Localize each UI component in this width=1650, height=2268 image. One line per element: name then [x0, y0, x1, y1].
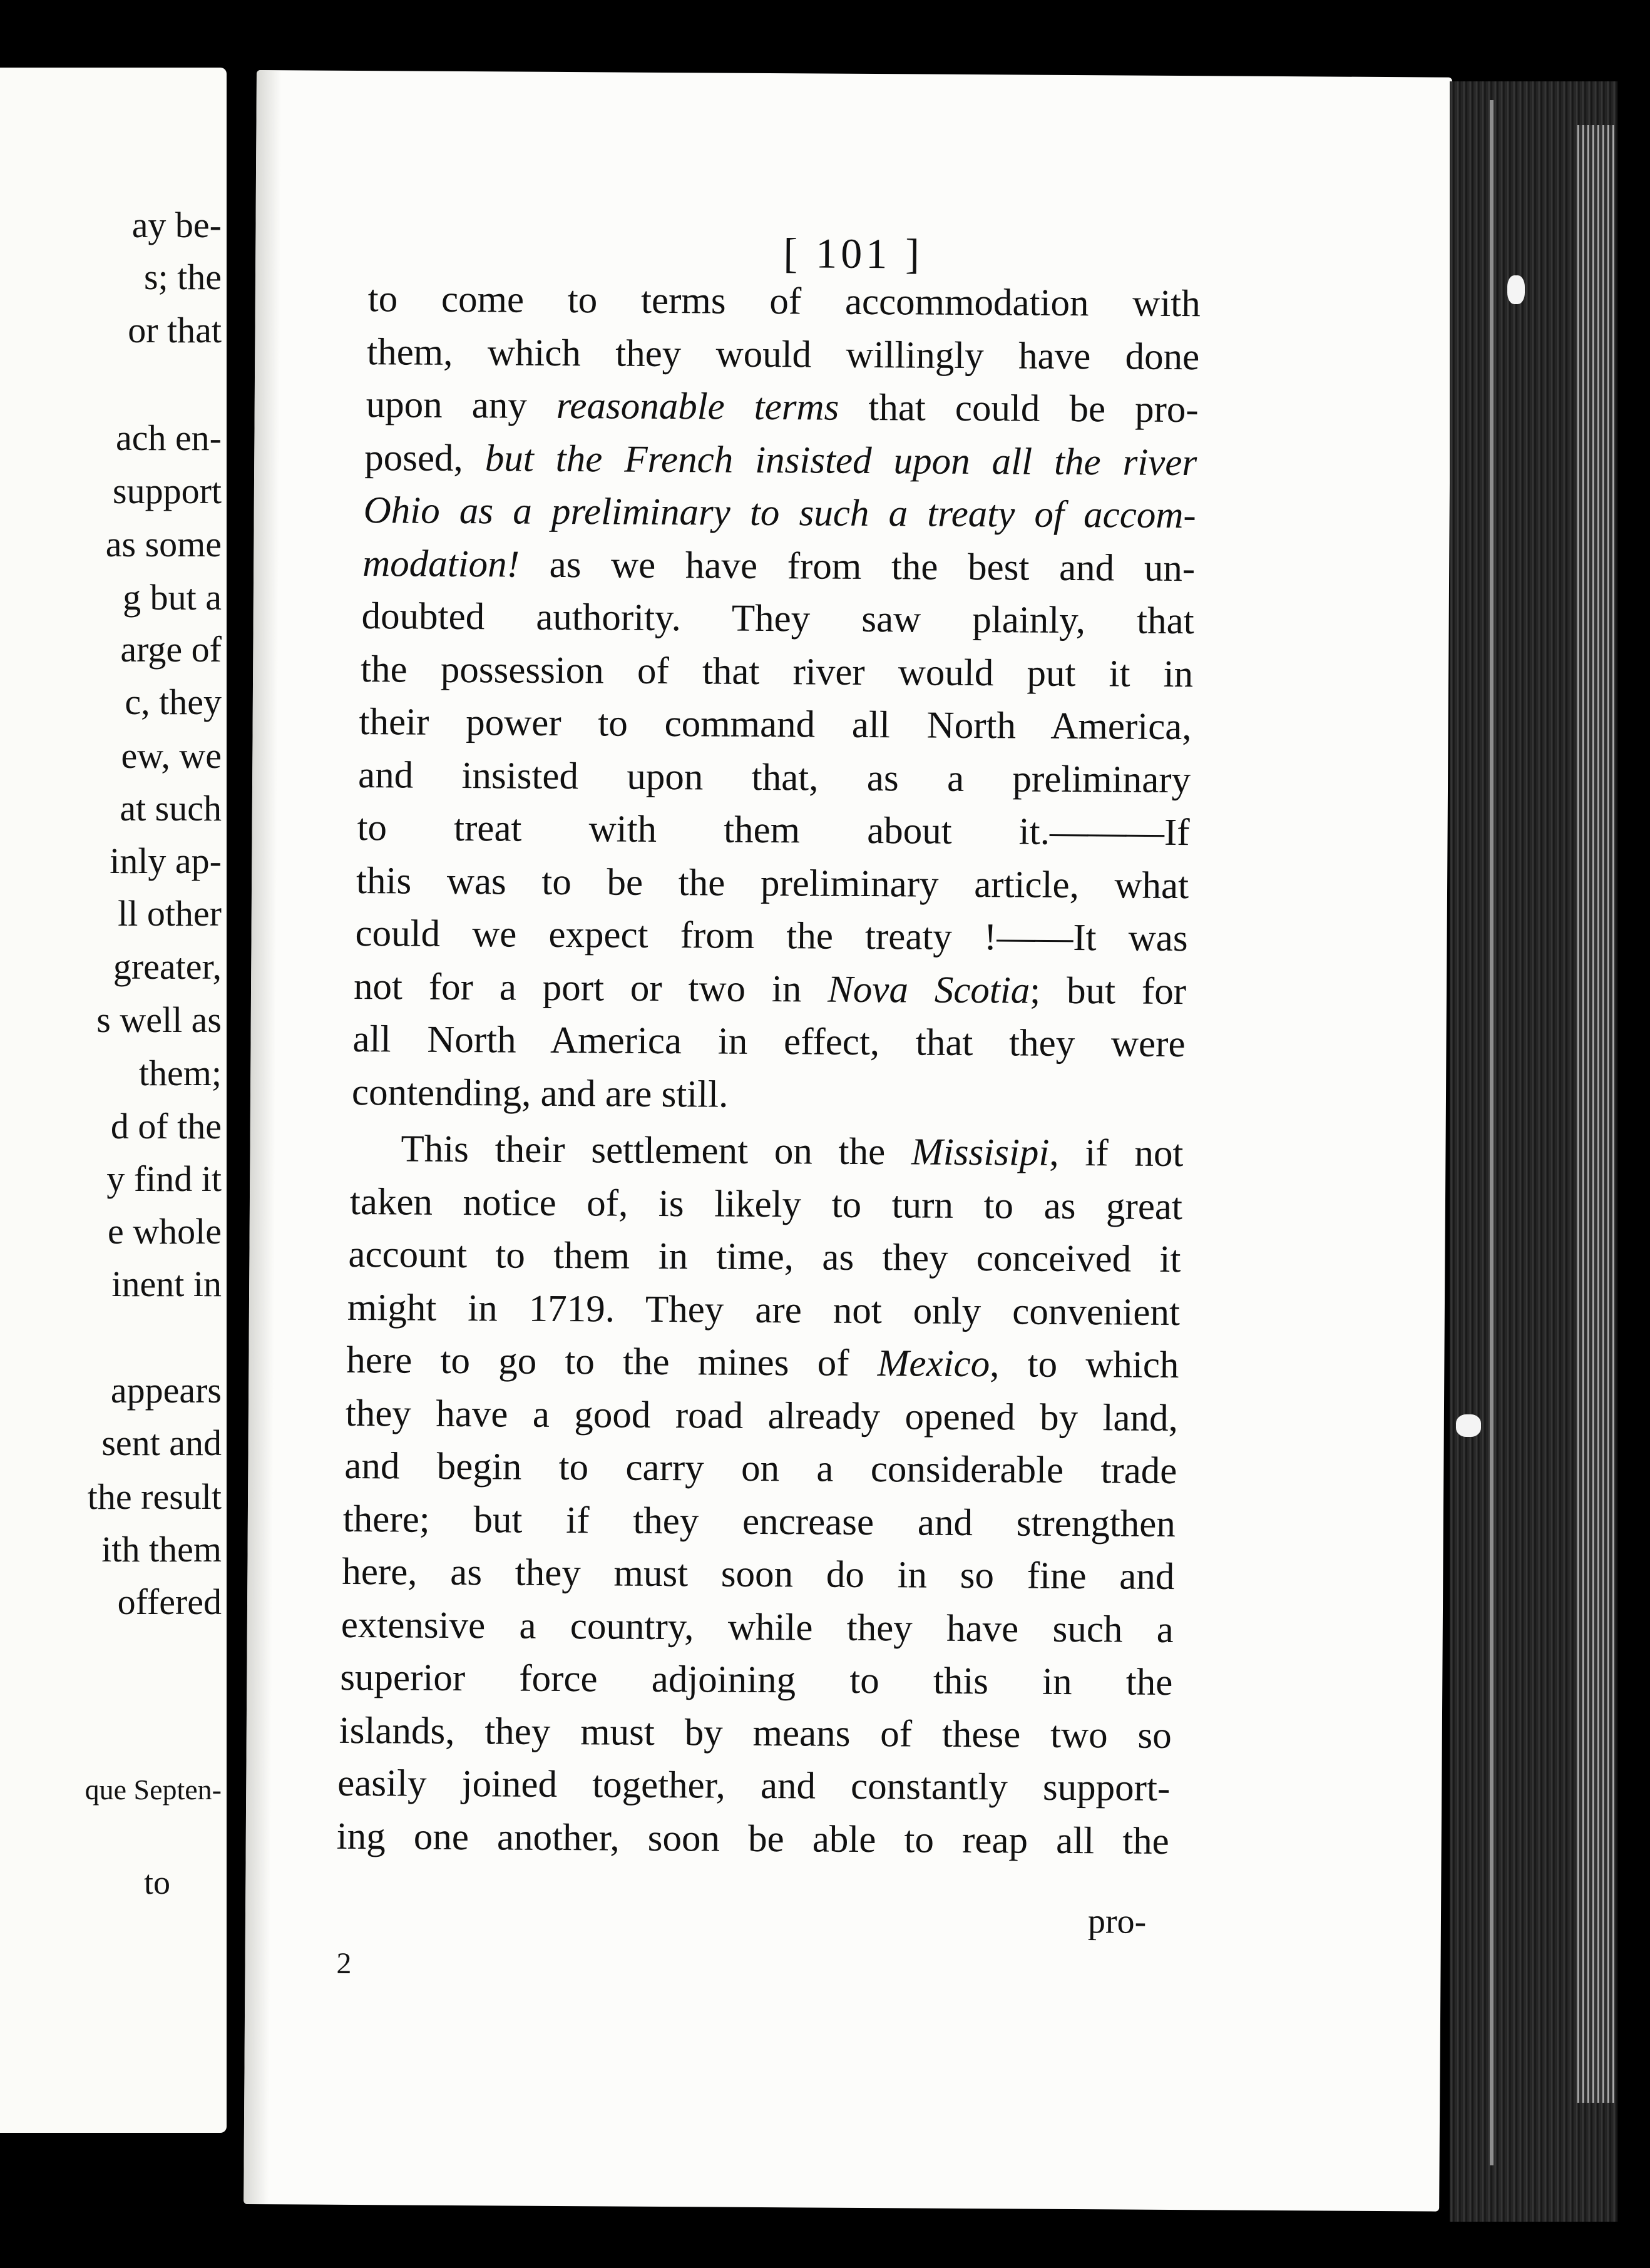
- text-line: [354, 965, 1186, 1014]
- italic-run: Nova Scotia: [828, 968, 1030, 1012]
- italic-run: Missisipi: [911, 1131, 1050, 1174]
- text-line: [340, 1656, 1172, 1705]
- text-line: [359, 700, 1191, 749]
- text-line: [366, 383, 1199, 432]
- catchword: pro-: [1087, 1902, 1147, 1941]
- text-run: they have a good road already opened by land,: [345, 1392, 1179, 1440]
- left-page-line: support: [113, 471, 222, 511]
- text-line: [362, 542, 1195, 591]
- text-line: [344, 1444, 1177, 1493]
- paper-speck: [1507, 275, 1525, 304]
- text-line: [368, 277, 1201, 326]
- text-line: [343, 1498, 1176, 1546]
- signature-mark: 2: [336, 1946, 352, 1980]
- text-run: This their settlement on the: [401, 1128, 912, 1173]
- left-facing-page: [0, 68, 227, 2133]
- left-page-line: s well as: [96, 999, 222, 1040]
- paper-speck: [1456, 1414, 1481, 1437]
- text-run: all North America in effect, that they were: [352, 1018, 1186, 1066]
- left-page-line: y find it: [106, 1158, 222, 1199]
- text-run: ; but for: [1030, 969, 1187, 1013]
- left-page-line: c, they: [125, 682, 222, 722]
- text-line: [339, 1709, 1172, 1758]
- text-run: could we expect from the treaty !——It was: [355, 912, 1188, 960]
- text-line: [352, 1071, 1184, 1120]
- fore-edge-highlight: [1490, 100, 1494, 2165]
- left-page-line: arge of: [120, 629, 222, 670]
- text-run: here to go to the mines of: [346, 1339, 878, 1385]
- left-page-line: them;: [138, 1053, 222, 1093]
- text-run: extensive a country, while they have such a: [341, 1603, 1174, 1651]
- left-page-line: greater,: [113, 946, 222, 987]
- left-page-line: appears: [110, 1370, 222, 1411]
- left-page-line: ll other: [118, 893, 222, 934]
- text-line: [350, 1180, 1182, 1229]
- text-line: [352, 1018, 1185, 1066]
- left-page-line: ay be-: [131, 205, 222, 245]
- text-line: [346, 1392, 1178, 1441]
- text-line: [346, 1339, 1179, 1387]
- left-page-line: inly ap-: [110, 840, 222, 881]
- text-line: [358, 753, 1191, 802]
- text-run: might in 1719. They are not only convenient: [347, 1286, 1181, 1334]
- text-line: [341, 1603, 1174, 1652]
- left-page-line: at such: [120, 788, 222, 829]
- text-run: not for a port or two in: [353, 965, 828, 1011]
- gutter-shadow: [243, 70, 282, 2204]
- left-page-line: the result: [87, 1476, 222, 1517]
- text-run: , to which: [990, 1343, 1179, 1387]
- text-line: [337, 1762, 1170, 1811]
- text-run: doubted authority. They saw plainly, that: [361, 595, 1194, 643]
- text-run: account to them in time, as they conceived it: [348, 1233, 1181, 1281]
- text-line: [337, 1815, 1169, 1864]
- italic-run: but the French insisted upon all the river: [484, 437, 1197, 484]
- text-run: superior force adjoining to this in the: [340, 1656, 1173, 1704]
- left-page-line: e whole: [108, 1211, 222, 1252]
- italic-run: modation!: [362, 543, 520, 586]
- text-run: here, as they must soon do in so fine and: [342, 1550, 1175, 1598]
- text-run: this was to be the preliminary article, what: [356, 859, 1189, 907]
- left-page-line: ith them: [101, 1529, 222, 1570]
- text-run: and begin to carry on a considerable trade: [344, 1444, 1177, 1493]
- text-run: the possession of that river would put it in: [360, 648, 1194, 696]
- text-run: their power to command all North America,: [359, 701, 1192, 748]
- text-run: taken notice of, is likely to turn to as great: [349, 1180, 1183, 1228]
- italic-run: reasonable terms: [556, 384, 839, 429]
- text-run: islands, they must by means of these two so: [339, 1709, 1172, 1757]
- left-page-line: ach en-: [115, 417, 222, 458]
- left-page-line: offered: [117, 1581, 222, 1622]
- left-page-line: as some: [105, 524, 222, 564]
- text-line: [364, 436, 1197, 485]
- text-run: ing one another, soon be able to reap all the: [336, 1815, 1169, 1862]
- text-run: that could be pro-: [839, 386, 1199, 431]
- text-run: to come to terms of accommodation with: [367, 278, 1201, 325]
- left-page-line: s; the: [143, 257, 222, 297]
- text-line: [355, 912, 1187, 961]
- text-line: [367, 330, 1199, 379]
- text-line: [356, 859, 1189, 908]
- text-run: , if not: [1049, 1131, 1184, 1175]
- text-run: them, which they would willingly have done: [367, 331, 1200, 379]
- text-run: and insisted upon that, as a preliminary: [357, 754, 1191, 802]
- text-line: [361, 595, 1194, 643]
- left-page-footnote: que Septen-: [85, 1774, 222, 1806]
- italic-run: Ohio as a preliminary to such a treaty of accom-: [363, 489, 1196, 537]
- text-line: [363, 489, 1196, 538]
- running-head: [ 101 ]: [783, 229, 924, 278]
- italic-run: Mexico: [877, 1342, 990, 1386]
- text-run: upon any: [366, 384, 557, 427]
- text-line: [357, 806, 1189, 855]
- left-page-line: or that: [128, 310, 222, 350]
- text-run: as we have from the best and un-: [519, 543, 1196, 590]
- page-edges: [1577, 125, 1615, 2103]
- book-page: [243, 70, 1452, 2212]
- left-page-line: inent in: [111, 1264, 222, 1304]
- left-page-catchword: to: [143, 1864, 170, 1901]
- text-run: to treat with them about it.———If: [357, 807, 1190, 854]
- text-line: [401, 1127, 1183, 1176]
- left-page-line: sent and: [101, 1423, 222, 1463]
- left-page-line: g but a: [123, 577, 222, 618]
- left-page-line: d of the: [110, 1106, 222, 1147]
- text-line: [361, 648, 1193, 697]
- text-line: [347, 1286, 1180, 1335]
- text-line: [342, 1550, 1174, 1599]
- text-run: there; but if they encrease and strengthen: [342, 1498, 1176, 1546]
- text-line: [348, 1233, 1181, 1282]
- text-run: contending, and are still.: [351, 1071, 729, 1116]
- text-run: posed,: [364, 437, 486, 480]
- text-run: easily joined together, and constantly support-: [337, 1762, 1171, 1809]
- left-page-line: ew, we: [121, 735, 222, 776]
